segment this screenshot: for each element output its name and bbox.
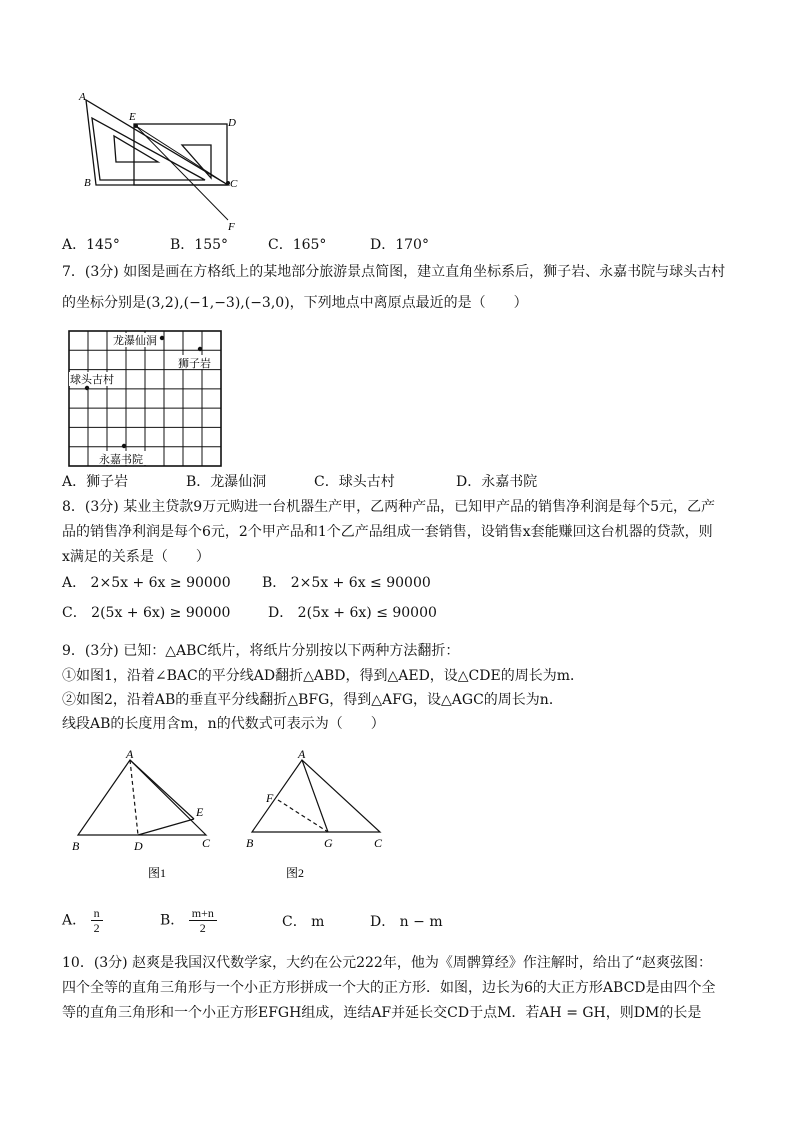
q6-label-a: A — [79, 91, 86, 103]
q10-line-1: 10．(3分) 赵爽是我国汉代数学家，大约在公元222年，他为《周髀算经》作注解时，给出了“赵爽弦图： — [62, 955, 712, 971]
q9-line-2: ①如图1，沿着∠BAC的平分线AD翻折△ABD，得到△AED，设△CDE的周长为m． — [62, 668, 584, 684]
fig2-label-g: G — [324, 836, 333, 850]
fig2-label-b: B — [246, 836, 254, 850]
q10-line-2: 四个全等的直角三角形与一个小正方形拼成一个大的正方形．如图，边长为6的大正方形ABCD是由四个全 — [62, 980, 716, 996]
q9-option-a-den: 2 — [93, 921, 100, 935]
q9-option-b-den: 2 — [199, 921, 206, 935]
q9-option-b-num: m+n — [189, 906, 217, 921]
q6-option-c: C．165° — [268, 237, 327, 253]
q7-label-shiziyan: 狮子岩 — [178, 358, 211, 370]
q6-label-f: F — [228, 221, 235, 233]
q7-option-b: B．龙瀑仙洞 — [186, 474, 267, 490]
q7-option-d: D．永嘉书院 — [456, 474, 538, 490]
q9-line-3: ②如图2，沿着AB的垂直平分线翻折△BFG，得到△AFG，设△AGC的周长为n． — [62, 692, 563, 708]
q8-line-2: 品的销售净利润是每个6元，2个甲产品和1个乙产品组成一套销售，设销售x套能赚回这台机器的贷款，则 — [62, 524, 713, 540]
q10-line-3: 等的直角三角形和一个小正方形EFGH组成，连结AF并延长交CD于点M．若AH = GH，则DM的长是 — [62, 1005, 702, 1021]
q6-label-e: E — [129, 111, 136, 123]
q9-option-a-prefix: A． — [62, 912, 87, 929]
q9-option-a — [62, 906, 103, 935]
q7-point-yongjia — [122, 444, 126, 448]
fig1-label-e: E — [196, 805, 204, 819]
fig1-label-c: C — [202, 836, 211, 850]
q8-line-3: x满足的关系是（ ） — [62, 549, 210, 565]
fig2-label-a: A — [298, 747, 306, 761]
q9-figure-1 — [68, 746, 228, 886]
q9-line-4: 线段AB的长度用含m，n的代数式可表示为（ ） — [62, 716, 385, 732]
q8-option-a: A． 2×5x + 6x ≥ 90000 — [62, 575, 231, 591]
q6-option-b: B．155° — [170, 237, 229, 253]
q9-option-a-fraction — [91, 906, 103, 935]
q6-label-c: C — [230, 178, 238, 190]
q7-label-longpu: 龙瀑仙洞 — [113, 335, 157, 347]
q9-option-b — [160, 906, 217, 935]
q8-option-d: D． 2(5x + 6x) ≤ 90000 — [268, 605, 437, 621]
q7-label-qiutou: 球头古村 — [70, 374, 114, 386]
q6-figure — [78, 90, 248, 235]
fig1-caption: 图1 — [148, 866, 167, 880]
q7-point-longpu — [160, 336, 164, 340]
q7-label-yongjia: 永嘉书院 — [99, 454, 143, 466]
q9-option-b-fraction — [189, 906, 217, 935]
fig2-caption: 图2 — [286, 866, 305, 880]
q9-option-a-num: n — [91, 906, 103, 921]
q6-option-d: D．170° — [370, 237, 429, 253]
fig1-label-b: B — [72, 839, 80, 853]
q7-grid-map — [68, 330, 224, 468]
q9-option-d: D． n − m — [370, 914, 443, 930]
q9-option-c: C． m — [282, 914, 325, 930]
fig2-label-c: C — [374, 836, 383, 850]
q8-option-b: B． 2×5x + 6x ≤ 90000 — [262, 575, 431, 591]
q7-option-a: A．狮子岩 — [62, 474, 129, 490]
fig1-label-a: A — [126, 747, 134, 761]
q8-option-c: C． 2(5x + 6x) ≥ 90000 — [62, 605, 231, 621]
q7-line-1: 7．(3分) 如图是画在方格纸上的某地部分旅游景点简图，建立直角坐标系后，狮子岩、永嘉书院与球头古村 — [62, 264, 726, 280]
fig2-label-f: F — [266, 791, 274, 805]
q7-point-shiziyan — [198, 347, 202, 351]
q9-figure-2 — [240, 746, 390, 886]
q9-line-1: 9．(3分) 已知：△ABC纸片，将纸片分别按以下两种方法翻折： — [62, 643, 460, 659]
q6-label-d: D — [228, 117, 236, 129]
q6-label-b: B — [84, 177, 91, 189]
q7-line-2: 的坐标分别是(3,2),(−1,−3),(−3,0)，下列地点中离原点最近的是（ ） — [62, 295, 528, 311]
q7-point-qiutou — [85, 386, 89, 390]
q8-line-1: 8．(3分) 某业主贷款9万元购进一台机器生产甲，乙两种产品，已知甲产品的销售净利润是每个5元，乙产 — [62, 499, 716, 515]
q7-option-c: C．球头古村 — [314, 474, 395, 490]
q6-option-a: A．145° — [62, 237, 120, 253]
q9-option-b-prefix: B． — [160, 912, 185, 929]
fig1-label-d: D — [134, 839, 143, 853]
